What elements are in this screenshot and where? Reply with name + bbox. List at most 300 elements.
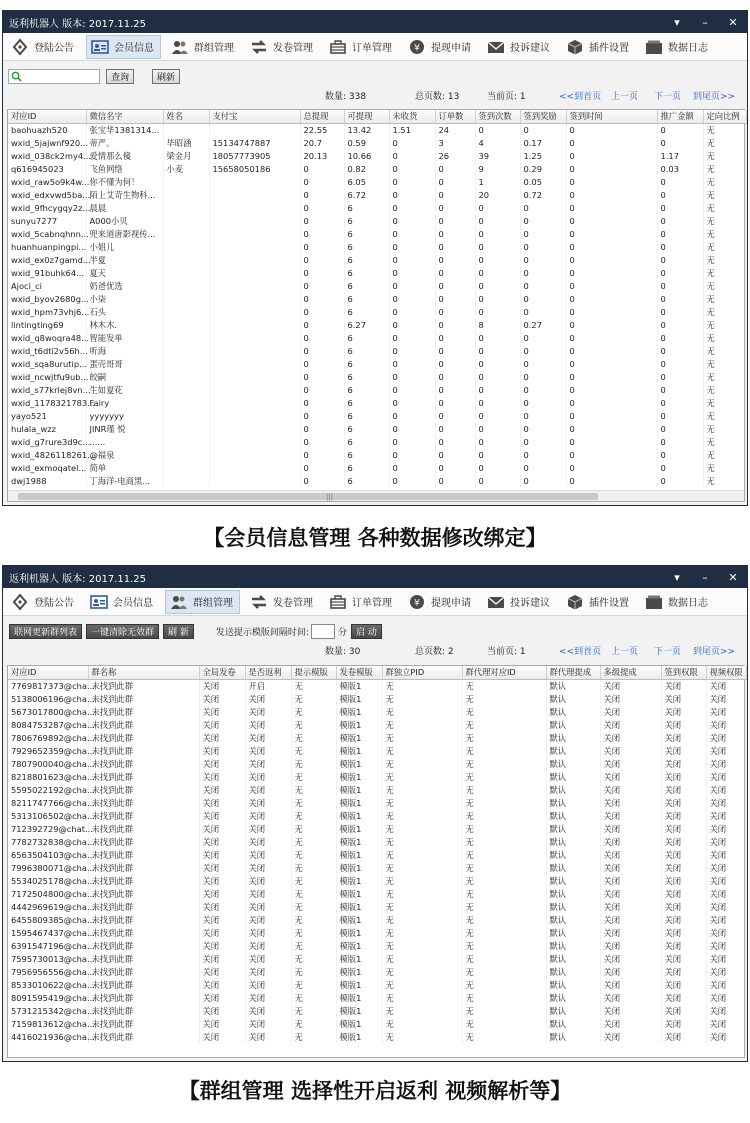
table-cell: 关闭 xyxy=(600,952,661,965)
table-cell: 无 xyxy=(382,770,462,783)
table-cell: 0 xyxy=(520,253,566,266)
menu-item-cart[interactable] xyxy=(325,590,398,614)
table-row[interactable] xyxy=(8,266,746,279)
table-cell: 默认 xyxy=(546,679,600,692)
table-cell: 关闭 xyxy=(600,913,661,926)
refresh-button[interactable]: 刷 新 xyxy=(163,624,194,639)
menu-item-diamond-arrows[interactable] xyxy=(7,590,80,614)
table-cell xyxy=(209,253,300,266)
table-row[interactable] xyxy=(8,175,746,188)
menu-item-users[interactable] xyxy=(167,35,240,59)
table-cell: 无 xyxy=(703,188,746,201)
clear-invalid-groups-button[interactable]: 一键清除无效群 xyxy=(86,624,159,639)
table-cell: 关闭 xyxy=(706,718,746,731)
table-cell: 8218801623@cha... xyxy=(8,770,88,783)
search-icon xyxy=(11,71,22,82)
table-row[interactable] xyxy=(8,1030,746,1043)
column-header[interactable]: 支付宝 xyxy=(209,110,300,123)
table-cell: 关闭 xyxy=(199,848,245,861)
table-row[interactable] xyxy=(8,848,746,861)
table-cell: 无 xyxy=(703,279,746,292)
update-group-list-button[interactable]: 联网更新群列表 xyxy=(9,624,82,639)
table-cell: 6 xyxy=(344,448,389,461)
table-row[interactable] xyxy=(8,357,746,370)
table-cell: 无 xyxy=(462,705,546,718)
table-row[interactable] xyxy=(8,123,746,136)
menu-item-label: 订单管理 xyxy=(352,598,392,609)
table-cell: 4416021936@cha... xyxy=(8,1030,88,1043)
table-cell: 0 xyxy=(657,214,703,227)
table-cell: 关闭 xyxy=(245,952,291,965)
table-cell: wxid_s77krlej8vn... xyxy=(8,383,86,396)
table-cell xyxy=(209,448,300,461)
menu-item-database[interactable] xyxy=(641,590,714,614)
table-cell: 简单 xyxy=(86,461,163,474)
table-cell: 关闭 xyxy=(199,952,245,965)
table-cell: 无 xyxy=(291,731,336,744)
search-input[interactable] xyxy=(8,69,100,84)
column-header[interactable]: 提示模版 xyxy=(291,666,336,679)
table-cell: 0 xyxy=(520,214,566,227)
column-header[interactable]: 可提现 xyxy=(344,110,389,123)
column-header[interactable]: 群代理对应ID xyxy=(462,666,546,679)
diamond-arrows-icon xyxy=(11,39,29,55)
table-row[interactable] xyxy=(8,913,746,926)
column-header[interactable]: 推广金额 xyxy=(657,110,703,123)
table-row[interactable] xyxy=(8,692,746,705)
menu-item-label: 投诉建议 xyxy=(510,598,550,609)
table-cell: 0 xyxy=(520,201,566,214)
menu-item-exchange-arrows[interactable] xyxy=(246,590,319,614)
table-row[interactable] xyxy=(8,201,746,214)
table-cell: 0 xyxy=(657,409,703,422)
table-cell: 0.17 xyxy=(520,136,566,149)
table-cell: 关闭 xyxy=(661,757,706,770)
table-cell: wxid_t6dti2v56h... xyxy=(8,344,86,357)
menu-dropdown-icon[interactable]: ▾ xyxy=(674,570,680,584)
last-page-link[interactable]: 到尾页>> xyxy=(693,647,736,657)
prev-page-link[interactable]: 上一页 xyxy=(611,92,639,102)
table-row[interactable] xyxy=(8,1004,746,1017)
menu-item-label: 数据日志 xyxy=(668,598,708,609)
table-header xyxy=(8,666,746,679)
table-cell: 无 xyxy=(291,1004,336,1017)
query-button[interactable]: 查询 xyxy=(106,69,134,84)
table-cell xyxy=(209,201,300,214)
scroll-thumb[interactable] xyxy=(18,493,598,500)
column-header[interactable]: 发卷模版 xyxy=(336,666,382,679)
table-cell: 关闭 xyxy=(706,913,746,926)
table-cell: 0 xyxy=(520,344,566,357)
table-cell xyxy=(209,227,300,240)
table-cell: 模版1 xyxy=(336,757,382,770)
table-cell: 未找到此群 xyxy=(88,822,199,835)
table-row[interactable] xyxy=(8,770,746,783)
menu-item-users[interactable] xyxy=(165,590,240,614)
column-header[interactable]: 对应ID xyxy=(8,666,88,679)
column-header[interactable]: 对应ID xyxy=(8,110,86,123)
table-cell: 无 xyxy=(462,926,546,939)
table-row[interactable] xyxy=(8,783,746,796)
table-cell: 关闭 xyxy=(245,861,291,874)
table-cell: 关闭 xyxy=(661,835,706,848)
window-title: 返利机器人 版本: 2017.11.25 xyxy=(9,18,146,30)
table-cell: 无 xyxy=(291,718,336,731)
table-cell: 6 xyxy=(344,292,389,305)
table-cell: 5595022192@cha... xyxy=(8,783,88,796)
menu-item-envelope[interactable] xyxy=(483,35,556,59)
table-cell: 7807900040@cha... xyxy=(8,757,88,770)
table-cell: 无 xyxy=(291,991,336,1004)
table-cell: 关闭 xyxy=(706,978,746,991)
table-cell xyxy=(163,396,209,409)
table-cell: 8091595419@cha... xyxy=(8,991,88,1004)
horizontal-scrollbar[interactable] xyxy=(8,490,744,501)
column-header[interactable]: 签到次数 xyxy=(475,110,520,123)
record-count: 数量: 338 xyxy=(325,92,367,102)
table-cell: 未找到此群 xyxy=(88,783,199,796)
table-cell: 关闭 xyxy=(706,744,746,757)
table-cell: 6.27 xyxy=(344,318,389,331)
menu-item-diamond-arrows[interactable] xyxy=(7,35,80,59)
table-row[interactable] xyxy=(8,796,746,809)
table-cell: 关闭 xyxy=(706,835,746,848)
table-cell: wxid_1178321783... xyxy=(8,396,86,409)
table-cell: 关闭 xyxy=(706,757,746,770)
table-row[interactable] xyxy=(8,331,746,344)
menu-item-cube[interactable] xyxy=(562,590,635,614)
users-icon xyxy=(170,594,188,610)
menu-item-label: 订单管理 xyxy=(352,43,392,54)
table-cell: wxid_g7rure3d9c... xyxy=(8,435,86,448)
column-header[interactable]: 群代理提成 xyxy=(546,666,600,679)
menu-item-cube[interactable] xyxy=(562,35,635,59)
table-cell: 无 xyxy=(291,783,336,796)
table-row[interactable] xyxy=(8,136,746,149)
table-cell: 小麦 xyxy=(163,162,209,175)
table-row[interactable] xyxy=(8,279,746,292)
table-cell xyxy=(209,240,300,253)
table-cell xyxy=(163,175,209,188)
table-cell: 0 xyxy=(566,240,657,253)
table-cell: 0 xyxy=(657,461,703,474)
scroll-grip-icon: ||| xyxy=(326,493,334,501)
table-cell: 无 xyxy=(462,978,546,991)
table-cell: 6 xyxy=(344,383,389,396)
table-row[interactable] xyxy=(8,162,746,175)
table-cell: 无 xyxy=(291,809,336,822)
table-row[interactable] xyxy=(8,188,746,201)
table-cell: 小柒 xyxy=(86,292,163,305)
table-cell: 关闭 xyxy=(706,679,746,692)
table-cell: 0.59 xyxy=(344,136,389,149)
menu-item-cart[interactable] xyxy=(325,35,398,59)
svg-text:¥: ¥ xyxy=(414,598,420,608)
table-row[interactable] xyxy=(8,409,746,422)
table-cell: 关闭 xyxy=(199,978,245,991)
table-row[interactable] xyxy=(8,887,746,900)
menu-item-label: 群组管理 xyxy=(193,598,233,609)
table-cell: 无 xyxy=(382,705,462,718)
table-cell: 0 xyxy=(389,409,435,422)
column-header[interactable]: 签到时间 xyxy=(566,110,657,123)
table-cell: 0 xyxy=(389,175,435,188)
table-row[interactable] xyxy=(8,474,746,487)
table-cell: 关闭 xyxy=(600,991,661,1004)
table-cell xyxy=(163,292,209,305)
table-row[interactable] xyxy=(8,978,746,991)
table-cell: 无 xyxy=(703,318,746,331)
menu-dropdown-icon[interactable]: ▾ xyxy=(674,15,680,29)
menu-item-id-card[interactable] xyxy=(86,35,161,59)
table-row[interactable] xyxy=(8,926,746,939)
column-header[interactable]: 签到权限 xyxy=(661,666,706,679)
table-cell: 关闭 xyxy=(661,718,706,731)
table-cell: 关闭 xyxy=(199,939,245,952)
table-cell: 0 xyxy=(657,227,703,240)
table-row[interactable] xyxy=(8,227,746,240)
first-page-link[interactable]: <<到首页 xyxy=(559,92,602,102)
table-cell: 无 xyxy=(382,679,462,692)
table-cell: 0 xyxy=(300,214,344,227)
table-row[interactable] xyxy=(8,679,746,692)
table-cell: 模版1 xyxy=(336,926,382,939)
table-row[interactable] xyxy=(8,900,746,913)
menu-item-envelope[interactable] xyxy=(483,590,556,614)
table-cell: 无 xyxy=(291,692,336,705)
menu-item-label: 投诉建议 xyxy=(510,43,550,54)
table-row[interactable] xyxy=(8,305,746,318)
table-cell: 无 xyxy=(291,757,336,770)
prev-page-link[interactable]: 上一页 xyxy=(611,647,639,657)
column-header[interactable]: 群独立PID xyxy=(382,666,462,679)
table-row[interactable] xyxy=(8,1017,746,1030)
table-cell: 13.42 xyxy=(344,123,389,136)
table-cell: 关闭 xyxy=(199,796,245,809)
table-cell: 关闭 xyxy=(661,861,706,874)
table-row[interactable] xyxy=(8,861,746,874)
table-cell: 0 xyxy=(300,331,344,344)
table-row[interactable] xyxy=(8,396,746,409)
last-page-link[interactable]: 到尾页>> xyxy=(693,92,736,102)
table-cell: 默认 xyxy=(546,939,600,952)
table-cell: 无 xyxy=(291,835,336,848)
table-row[interactable] xyxy=(8,292,746,305)
column-header[interactable]: 多级提成 xyxy=(600,666,661,679)
table-cell: 毕昭涵 xyxy=(163,136,209,149)
group-manage-window xyxy=(2,565,748,1062)
column-header[interactable]: 订单数 xyxy=(435,110,475,123)
table-cell: 无 xyxy=(382,952,462,965)
table-row[interactable] xyxy=(8,383,746,396)
table-cell: 0 xyxy=(520,227,566,240)
table-cell: 0 xyxy=(475,383,520,396)
table-cell: 6 xyxy=(344,409,389,422)
table-row[interactable] xyxy=(8,149,746,162)
refresh-button[interactable]: 刷新 xyxy=(152,69,180,84)
table-row[interactable] xyxy=(8,718,746,731)
column-header[interactable]: 姓名 xyxy=(163,110,209,123)
column-header[interactable]: 全局发卷 xyxy=(199,666,245,679)
column-header[interactable]: 总提现 xyxy=(300,110,344,123)
table-cell: 0.82 xyxy=(344,162,389,175)
table-cell: 6 xyxy=(344,240,389,253)
table-cell: 无 xyxy=(382,1030,462,1043)
table-cell: 未找到此群 xyxy=(88,1030,199,1043)
table-row[interactable] xyxy=(8,809,746,822)
table-cell: 8084753287@cha... xyxy=(8,718,88,731)
table-row[interactable] xyxy=(8,461,746,474)
table-cell: 无 xyxy=(291,1030,336,1043)
first-page-link[interactable]: <<到首页 xyxy=(559,647,602,657)
column-header[interactable]: 微信名字 xyxy=(86,110,163,123)
table-row[interactable] xyxy=(8,318,746,331)
table-row[interactable] xyxy=(8,370,746,383)
table-row[interactable] xyxy=(8,705,746,718)
menu-item-label: 会员信息 xyxy=(113,598,153,609)
column-header[interactable]: 是否返利 xyxy=(245,666,291,679)
table-cell: 0 xyxy=(475,409,520,422)
cart-icon xyxy=(329,39,347,55)
column-header[interactable]: 签到奖励 xyxy=(520,110,566,123)
close-button[interactable]: ✕ xyxy=(728,15,738,29)
table-cell: 默认 xyxy=(546,835,600,848)
table-cell: 飞鱼网络 xyxy=(86,162,163,175)
close-button[interactable]: ✕ xyxy=(728,570,738,584)
minimize-button[interactable]: – xyxy=(702,570,708,584)
table-cell: wxid_sqa8urutip... xyxy=(8,357,86,370)
table-row[interactable] xyxy=(8,874,746,887)
table-cell: 0 xyxy=(657,474,703,487)
exchange-arrows-icon xyxy=(250,39,268,55)
table-cell: 关闭 xyxy=(706,900,746,913)
column-header[interactable]: 未收货 xyxy=(389,110,435,123)
table-cell: 无 xyxy=(462,835,546,848)
table-cell: 0 xyxy=(657,331,703,344)
table-cell: 关闭 xyxy=(199,926,245,939)
table-cell xyxy=(209,474,300,487)
menu-item-label: 插件设置 xyxy=(589,43,629,54)
menu-bar xyxy=(3,588,747,616)
table-cell: 未找到此群 xyxy=(88,718,199,731)
table-cell: 0 xyxy=(520,240,566,253)
table-row[interactable] xyxy=(8,731,746,744)
menu-item-label: 提现申请 xyxy=(431,43,471,54)
menu-item-exchange-arrows[interactable] xyxy=(246,35,319,59)
table-cell: 关闭 xyxy=(600,783,661,796)
menu-item-id-card[interactable] xyxy=(86,590,159,614)
column-header[interactable]: 视频权限 xyxy=(706,666,746,679)
table-cell: 关闭 xyxy=(245,705,291,718)
start-button[interactable]: 启 动 xyxy=(351,624,382,639)
table-cell: 0 xyxy=(435,435,475,448)
table-cell: 6 xyxy=(344,435,389,448)
yen-coin-icon xyxy=(408,594,426,610)
next-page-link[interactable]: 下一页 xyxy=(654,92,682,102)
table-cell: 0 xyxy=(520,448,566,461)
table-cell: 关闭 xyxy=(245,770,291,783)
column-header[interactable]: 群名称 xyxy=(88,666,199,679)
table-row[interactable] xyxy=(8,448,746,461)
table-row[interactable] xyxy=(8,952,746,965)
table-cell xyxy=(209,188,300,201)
table-row[interactable] xyxy=(8,822,746,835)
table-cell: sunyu7277 xyxy=(8,214,86,227)
menu-item-yen-coin[interactable] xyxy=(404,590,477,614)
table-cell: 关闭 xyxy=(706,965,746,978)
column-header[interactable]: 定向比例 xyxy=(703,110,746,123)
table-row[interactable] xyxy=(8,744,746,757)
table-cell: 0 xyxy=(520,292,566,305)
table-cell: 0 xyxy=(566,344,657,357)
table-cell: 0 xyxy=(657,240,703,253)
table-cell: 关闭 xyxy=(706,796,746,809)
table-cell: 0 xyxy=(300,240,344,253)
table-cell: 0 xyxy=(475,201,520,214)
search-toolbar xyxy=(3,61,747,91)
table-cell: 关闭 xyxy=(600,965,661,978)
table-row[interactable] xyxy=(8,939,746,952)
table-cell: 关闭 xyxy=(199,679,245,692)
table-row[interactable] xyxy=(8,757,746,770)
next-page-link[interactable]: 下一页 xyxy=(654,647,682,657)
table-cell: wxid_5cabnqhnn... xyxy=(8,227,86,240)
table-cell: 无 xyxy=(382,744,462,757)
table-cell: 0 xyxy=(389,461,435,474)
table-cell: 0 xyxy=(657,344,703,357)
table-cell: 关闭 xyxy=(245,874,291,887)
table-cell: 24 xyxy=(435,123,475,136)
table-row[interactable] xyxy=(8,253,746,266)
table-cell: 无 xyxy=(703,448,746,461)
diamond-arrows-icon xyxy=(11,594,29,610)
table-cell: 无 xyxy=(291,744,336,757)
table-cell: 7769817373@cha... xyxy=(8,679,88,692)
table-cell: 0 xyxy=(300,409,344,422)
table-row[interactable] xyxy=(8,435,746,448)
table-cell: 0 xyxy=(389,253,435,266)
table-row[interactable] xyxy=(8,214,746,227)
table-cell: 0 xyxy=(566,396,657,409)
table-cell: 陌上艾苛生物科... xyxy=(86,188,163,201)
table-cell: wxid_byov2680g... xyxy=(8,292,86,305)
table-row[interactable] xyxy=(8,835,746,848)
table-cell: 0 xyxy=(566,214,657,227)
minimize-button[interactable]: – xyxy=(702,15,708,29)
table-cell xyxy=(163,370,209,383)
table-cell: Fairy xyxy=(86,396,163,409)
table-row[interactable] xyxy=(8,344,746,357)
table-cell: 关闭 xyxy=(199,770,245,783)
table-cell: 0 xyxy=(435,461,475,474)
table-row[interactable] xyxy=(8,991,746,1004)
table-cell: wxid_raw5o9k4w... xyxy=(8,175,86,188)
table-cell: 0 xyxy=(389,422,435,435)
table-row[interactable] xyxy=(8,240,746,253)
table-cell: 关闭 xyxy=(245,991,291,1004)
interval-input[interactable] xyxy=(311,624,335,639)
menu-item-yen-coin[interactable] xyxy=(404,35,477,59)
table-cell: 无 xyxy=(291,900,336,913)
table-cell: wxid_edxvwd5ba... xyxy=(8,188,86,201)
table-cell: 石头 xyxy=(86,305,163,318)
table-cell: 0 xyxy=(389,435,435,448)
table-cell: 未找到此群 xyxy=(88,796,199,809)
menu-item-database[interactable] xyxy=(641,35,714,59)
table-cell: 0 xyxy=(389,344,435,357)
table-row[interactable] xyxy=(8,965,746,978)
table-row[interactable] xyxy=(8,422,746,435)
